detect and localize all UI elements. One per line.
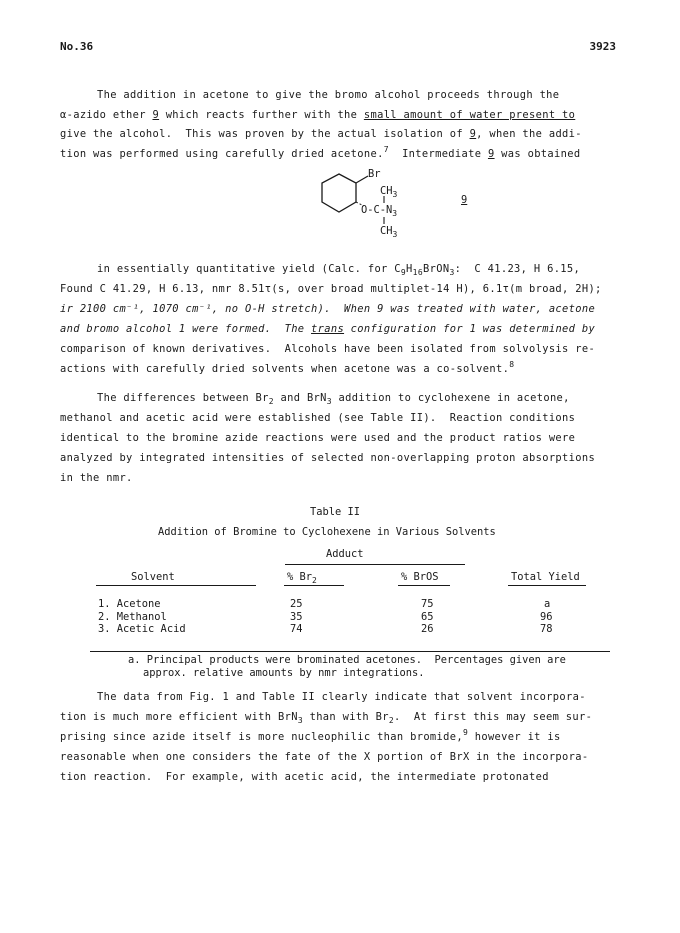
text-run: O-C-N (361, 204, 393, 216)
subscript: 2 (312, 576, 317, 585)
header-rule-br2 (284, 585, 344, 586)
table-title: Table II (310, 506, 361, 518)
paragraph-4-line-5: tion reaction. For example, with acetic acid, the intermediate protonated (60, 771, 549, 783)
subscript: 2 (268, 397, 274, 406)
text-run: The differences between Br (97, 392, 269, 404)
text-run: , when the addi- (476, 128, 582, 140)
subscript: 3 (392, 209, 398, 218)
subscript: 16 (412, 268, 423, 277)
table-row-1-solvent: 1. Acetone (98, 598, 161, 610)
paragraph-4-line-2 (60, 710, 592, 724)
table-row-1-br2: 25 (290, 598, 303, 610)
paragraph-2-line-5: comparison of known derivatives. Alcohols have been isolated from solvolysis re- (60, 343, 596, 355)
subscript: 3 (297, 716, 303, 725)
text-run: BrON (423, 263, 450, 275)
reference-superscript: 9 (462, 728, 469, 737)
underlined-text: trans (311, 323, 345, 335)
text-run: α-azido ether (60, 109, 153, 121)
text-run: give the alcohol. This was proven by the actual isolation of (60, 128, 470, 140)
subscript: 2 (388, 716, 395, 725)
subscript: 3 (392, 230, 398, 239)
text-run: Intermediate (388, 148, 488, 160)
methyl-top-label (380, 185, 397, 197)
paragraph-2-line-4 (60, 322, 595, 336)
table-row-1-yield: a (544, 598, 551, 610)
compound-ref: 9 (152, 109, 160, 121)
text-run: tion is much more efficient with BrN (60, 711, 298, 723)
underlined-text: small amount of water present to (363, 109, 576, 121)
table-row-2-br2: 35 (290, 611, 303, 623)
text-run: tion was performed using carefully dried acetone. (60, 148, 384, 160)
text-run: and bromo alcohol 1 were formed. The (60, 323, 312, 335)
text-run: : C 41.23, H 6.15, (454, 263, 581, 275)
text-run: configuration for 1 was determined by (344, 323, 596, 335)
reference-superscript: 8 (509, 360, 515, 369)
methyl-bottom-label (380, 225, 397, 237)
subscript: 3 (392, 190, 398, 199)
compound-ref: 9 (469, 128, 477, 140)
paragraph-1-line-1: The addition in acetone to give the bromo alcohol proceeds through the (97, 89, 560, 101)
compound-number-label (461, 194, 467, 206)
group-header-rule (285, 564, 465, 565)
table-row-3-solvent: 3. Acetic Acid (98, 623, 186, 635)
text-run: actions with carefully dried solvents when acetone was a co-solvent. (60, 363, 510, 375)
paragraph-4-line-3 (60, 730, 561, 744)
text-run: CH (380, 185, 393, 197)
text-run: H (406, 263, 413, 275)
bromine-label: Br (368, 168, 381, 180)
subscript: 9 (400, 268, 407, 277)
journal-issue-number: No.36 (60, 40, 94, 53)
paragraph-3-line-2: methanol and acetic acid were established (see Table II). Reaction conditions (60, 412, 576, 424)
table-group-header: Adduct (326, 548, 364, 560)
paragraph-2-line-6 (60, 362, 514, 376)
paragraph-3-line-1 (97, 391, 570, 405)
table-footnote-line-1: a. Principal products were brominated acetones. Percentages given are (128, 654, 566, 666)
header-rule-yield (508, 585, 586, 586)
column-header-bros: % BrOS (401, 571, 439, 583)
text-run: which reacts further with the (159, 109, 364, 121)
paragraph-4-line-1: The data from Fig. 1 and Table II clearly indicate that solvent incorpora- (97, 691, 586, 703)
table-row-2-solvent: 2. Methanol (98, 611, 167, 623)
paragraph-3-line-4: analyzed by integrated intensities of selected non-overlapping proton absorptions (60, 452, 596, 464)
compound-ref: 9 (487, 148, 495, 160)
column-header-total-yield: Total Yield (511, 571, 580, 583)
text-run: in essentially quantitative yield (Calc. for C (97, 263, 401, 275)
text-run: . At first this may seem sur- (394, 711, 593, 723)
text-run: addition to cyclohexene in acetone, (331, 392, 570, 404)
paragraph-3-line-5: in the nmr. (60, 472, 133, 484)
table-row-3-bros: 26 (421, 623, 434, 635)
subscript: 3 (449, 268, 455, 277)
table-footnote-line-2: approx. relative amounts by nmr integrations. (143, 667, 425, 679)
text-run: CH (380, 225, 393, 237)
table-row-2-bros: 65 (421, 611, 434, 623)
table-row-2-yield: 96 (540, 611, 553, 623)
column-header-br2 (287, 570, 317, 584)
paragraph-2-line-2: Found C 41.29, H 6.13, nmr 8.51τ(s, over broad multiplet-14 H), 6.1τ(m broad, 2H); (60, 283, 602, 295)
reference-superscript: 7 (383, 145, 389, 154)
paragraph-4-line-4: reasonable when one considers the fate of the X portion of BrX in the incorpora- (60, 751, 589, 763)
compound-ref: 9 (461, 194, 468, 206)
paragraph-2-line-1 (97, 262, 580, 276)
table-row-3-yield: 78 (540, 623, 553, 635)
table-row-3-br2: 74 (290, 623, 303, 635)
text-run: than with Br (302, 711, 389, 723)
paragraph-3-line-3: identical to the bromine azide reactions were used and the product ratios were (60, 432, 576, 444)
ether-azide-label (361, 204, 397, 216)
text-run: prising since azide itself is more nucleophilic than bromide, (60, 731, 463, 743)
header-rule-solvent (96, 585, 256, 586)
header-rule-bros (398, 585, 450, 586)
text-run: was obtained (494, 148, 581, 160)
text-run: % Br (287, 571, 313, 583)
text-run: however it is (468, 731, 561, 743)
table-caption: Addition of Bromine to Cyclohexene in Various Solvents (158, 526, 496, 538)
page-number: 3923 (589, 40, 616, 53)
paragraph-2-line-3: ir 2100 cm⁻¹, 1070 cm⁻¹, no O-H stretch). When 9 was treated with water, acetone (60, 303, 596, 315)
subscript: 3 (326, 397, 332, 406)
text-run: and BrN (273, 392, 327, 404)
table-bottom-rule (90, 651, 610, 652)
table-row-1-bros: 75 (421, 598, 434, 610)
column-header-solvent: Solvent (131, 571, 175, 583)
